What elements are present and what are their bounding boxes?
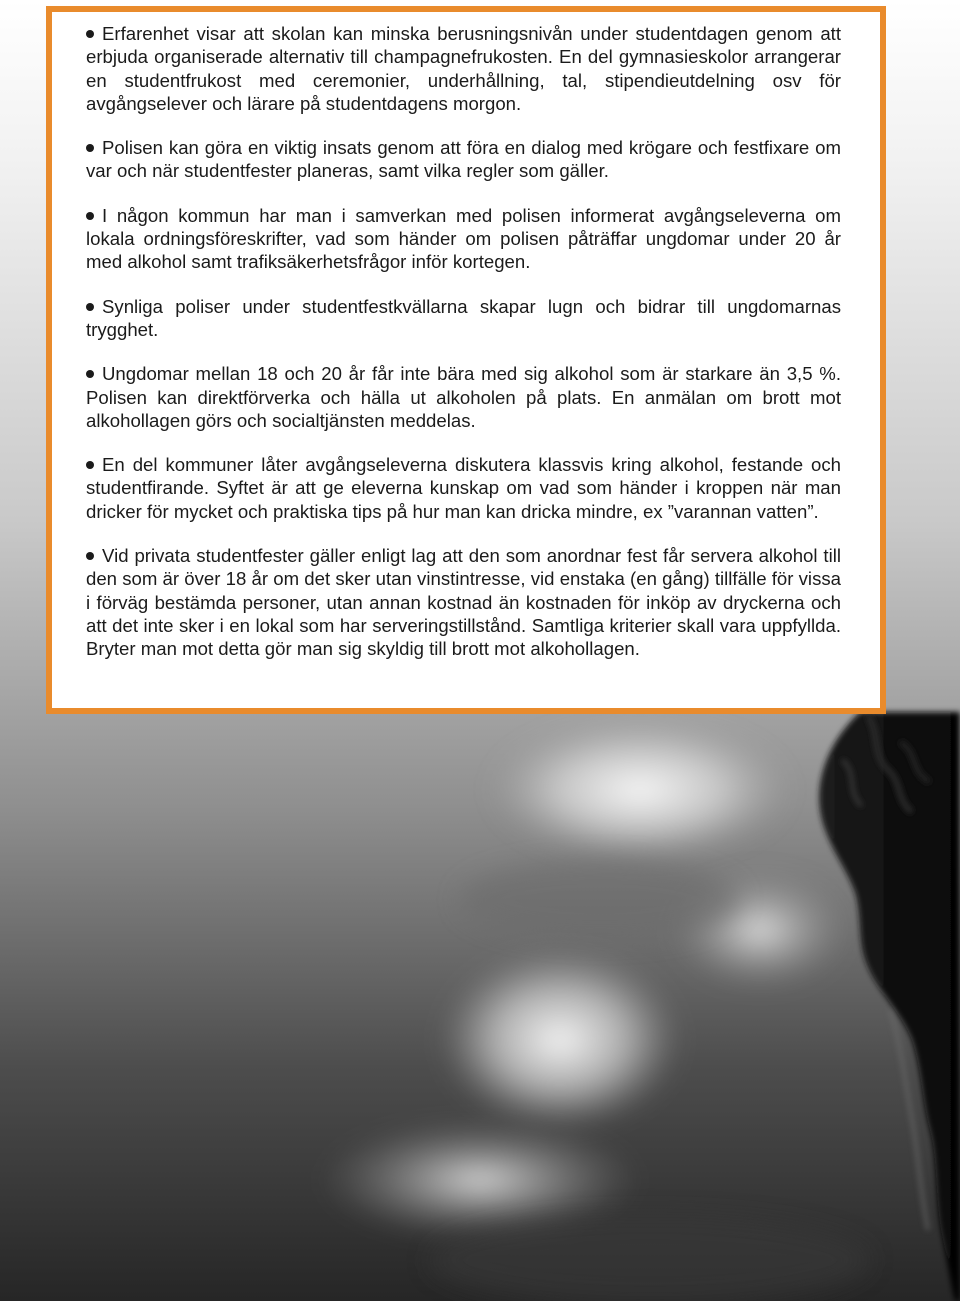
bullet-item — [86, 22, 841, 115]
bullet-dot-icon — [86, 144, 94, 152]
bullet-text: Ungdomar mellan 18 och 20 år får inte bära med sig alkohol som är starkare än 3,5 %. Polisen kan direktförverka och hälla ut alkoholen på plats. En anmälan om brott mot alkohollagen görs och socialtjänsten meddelas. — [86, 363, 841, 431]
bullet-dot-icon — [86, 303, 94, 311]
bullet-text: Polisen kan göra en viktig insats genom att föra en dialog med krögare och festfixare om var och när studentfester planeras, samt vilka regler som gäller. — [86, 137, 841, 182]
bullet-item — [86, 544, 841, 660]
bullet-dot-icon — [86, 461, 94, 469]
bullet-item — [86, 453, 841, 523]
bullet-text: I någon kommun har man i samverkan med polisen informerat avgångseleverna om lokala ordningsföreskrifter, vad som händer om polisen påträffar ungdomar under 20 år med alkohol samt trafiksäkerhetsfrågor inför kortegen. — [86, 204, 841, 273]
bullet-item — [86, 204, 841, 274]
bullet-text: Erfarenhet visar att skolan kan minska berusningsnivån under studentdagen genom att erbjuda organiserade alternativ till champagnefrukosten. En del gymnasieskolor arrangerar en studentfrukost med ceremonier, underhållning, tal, stipendieutdelning osv för avgångselever och lärare på studentdagens morgon. — [86, 23, 841, 114]
bokeh-lights — [320, 720, 870, 1301]
bullet-item — [86, 295, 841, 342]
bullet-item — [86, 136, 841, 183]
bullet-dot-icon — [86, 370, 94, 378]
info-text-box — [46, 6, 886, 714]
bullet-item — [86, 362, 841, 432]
bullet-dot-icon — [86, 212, 94, 220]
bullet-text: En del kommuner låter avgångseleverna diskutera klassvis kring alkohol, festande och studentfirande. Syftet är att ge eleverna kunskap om vad som händer i kroppen när man dricker för mycket och praktiska tips på hur man kan dricka mindre, ex ”varannan vatten”. — [86, 454, 841, 522]
person-silhouette — [819, 712, 960, 1301]
bullet-text: Synliga poliser under studentfestkvällarna skapar lugn och bidrar till ungdomarnas trygghet. — [86, 295, 841, 340]
bullet-dot-icon — [86, 30, 94, 38]
bullet-text: Vid privata studentfester gäller enligt lag att den som anordnar fest får servera alkohol till den som är över 18 år om det sker utan vinstintresse, vid enstaka (en gång) tillfälle för vissa i förväg bestämda personer, utan annan kostnad än kostnaden för inköp av dryckerna och att det inte sker i en lokal som har serveringstillstånd. Samtliga kriterier skall vara uppfyllda. Bryter man mot detta gör man sig skyldig till brott mot alkohollagen. — [86, 545, 841, 660]
bullet-dot-icon — [86, 552, 94, 560]
